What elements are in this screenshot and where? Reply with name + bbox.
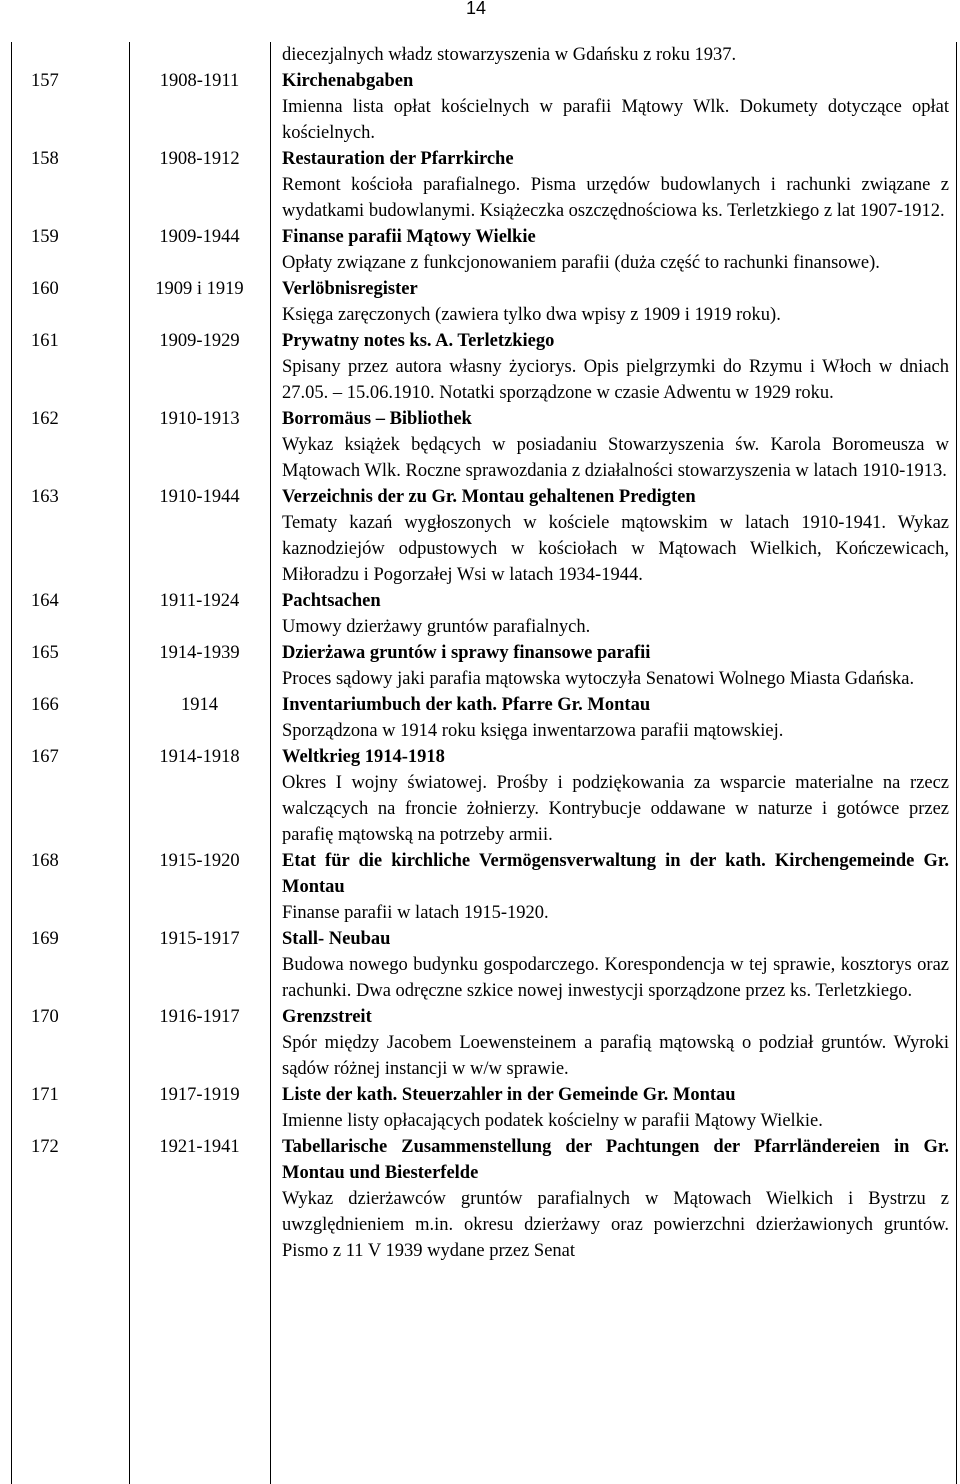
entry-description: Imienna lista opłat kościelnych w parafii Mątowy Wlk. Dokumety dotyczące opłat kościelnych.: [282, 97, 949, 143]
entry-title: Borromäus – Bibliothek: [282, 409, 472, 429]
entry-body: [282, 692, 949, 744]
entry-date-range: 1911-1924: [159, 591, 240, 611]
entry-description: Umowy dzierżawy gruntów parafialnych.: [282, 617, 591, 637]
table-row: [0, 406, 960, 484]
entry-title: Verzeichnis der zu Gr. Montau gehaltenen Predigten: [282, 487, 696, 507]
entry-body: [282, 484, 949, 588]
entry-title: Inventariumbuch der kath. Pfarre Gr. Montau: [282, 695, 651, 715]
entry-date-range: 1910-1944: [159, 487, 240, 507]
entry-title: Pachtsachen: [282, 591, 381, 611]
table-row: [0, 692, 960, 744]
entry-body: [282, 588, 949, 640]
table-row: [0, 146, 960, 224]
entry-number: 166: [31, 695, 59, 715]
entry-title: Finanse parafii Mątowy Wielkie: [282, 227, 536, 247]
entry-date-range: 1908-1911: [159, 71, 240, 91]
table-row: [0, 588, 960, 640]
entry-date-range: 1921-1941: [159, 1137, 240, 1157]
entry-date-range: 1917-1919: [159, 1085, 240, 1105]
entry-date-range: 1908-1912: [159, 149, 240, 169]
entry-description: Sporządzona w 1914 roku księga inwentarzowa parafii mątowskiej.: [282, 721, 784, 741]
continued-description: diecezjalnych władz stowarzyszenia w Gdańsku z roku 1937.: [282, 45, 737, 65]
entry-body: [282, 224, 949, 276]
entry-number: 163: [31, 487, 59, 507]
entry-title: Tabellarische Zusammenstellung der Pachtungen der Pfarrländereien in Gr. Montau und Biesterfelde: [282, 1137, 949, 1183]
entry-date-range: 1916-1917: [159, 1007, 240, 1027]
entry-description: Proces sądowy jaki parafia mątowska wytoczyła Senatowi Wolnego Miasta Gdańska.: [282, 669, 915, 689]
entry-number: 170: [31, 1007, 59, 1027]
entry-title: Liste der kath. Steuerzahler in der Gemeinde Gr. Montau: [282, 1085, 736, 1105]
entry-title: Grenzstreit: [282, 1007, 372, 1027]
entry-title: Dzierżawa gruntów i sprawy finansowe parafii: [282, 643, 651, 663]
entry-body: [282, 1134, 949, 1264]
entry-title: Etat für die kirchliche Vermögensverwaltung in der kath. Kirchengemeinde Gr. Montau: [282, 851, 949, 897]
entry-number: 157: [31, 71, 59, 91]
table-row: [0, 1082, 960, 1134]
entry-description: Księga zaręczonych (zawiera tylko dwa wpisy z 1909 i 1919 roku).: [282, 305, 781, 325]
entry-title: Prywatny notes ks. A. Terletzkiego: [282, 331, 555, 351]
entry-description: Remont kościoła parafialnego. Pisma urzędów budowlanych i rachunki związane z wydatkami budowlanymi. Książeczka oszczędnościowa ks. Terletzkiego z lat 1907-1912.: [282, 175, 949, 221]
entry-number: 159: [31, 227, 59, 247]
table-row: [0, 68, 960, 146]
entry-body: [282, 328, 949, 406]
entry-description: Spisany przez autora własny życiorys. Opis pielgrzymki do Rzymu i Włoch w dniach 27.05. – 15.06.1910. Notatki sporządzone w czasie Adwentu w 1929 roku.: [282, 357, 949, 403]
entry-number: 168: [31, 851, 59, 871]
entry-date-range: 1914-1918: [159, 747, 240, 767]
entry-body: [282, 926, 949, 1004]
entry-date-range: 1909 i 1919: [155, 279, 244, 299]
entry-number: 162: [31, 409, 59, 429]
entry-description: Tematy kazań wygłoszonych w kościele mątowskim w latach 1910-1941. Wykaz kaznodziejów odpustowych w kościołach w Mątowach Wielkich, Kończewicach, Miłoradzu i Pogorzałej Wsi w latach 1934-1944.: [282, 513, 949, 585]
entry-body: [282, 744, 949, 848]
entry-body: [282, 68, 949, 146]
entry-number: 165: [31, 643, 59, 663]
entry-description: Imienne listy opłacających podatek kościelny w parafii Mątowy Wielkie.: [282, 1111, 823, 1131]
entry-date-range: 1909-1944: [159, 227, 240, 247]
entry-body: [282, 848, 949, 926]
table-row: [0, 640, 960, 692]
entry-number: 171: [31, 1085, 59, 1105]
entry-number: 158: [31, 149, 59, 169]
entry-date-range: 1915-1917: [159, 929, 240, 949]
entry-number: 164: [31, 591, 59, 611]
entry-body: [282, 1082, 949, 1134]
entry-title: Restauration der Pfarrkirche: [282, 149, 514, 169]
entry-body: [282, 276, 949, 328]
page-number: 14: [466, 0, 487, 18]
table-row: [0, 744, 960, 848]
entry-title: Stall- Neubau: [282, 929, 391, 949]
entry-description: Opłaty związane z funkcjonowaniem parafii (duża część to rachunki finansowe).: [282, 253, 880, 273]
entry-body: [282, 146, 949, 224]
entry-description: Spór między Jacobem Loewensteinem a parafią mątowską o podział gruntów. Wyroki sądów różnej instancji w w/w sprawie.: [282, 1033, 949, 1079]
entry-number: 169: [31, 929, 59, 949]
table-row: [0, 276, 960, 328]
entry-title: Verlöbnisregister: [282, 279, 418, 299]
table-row: [0, 328, 960, 406]
entry-description: Wykaz książek będących w posiadaniu Stowarzyszenia św. Karola Boromeusza w Mątowach Wlk. Roczne sprawozdania z działalności stowarzyszenia w latach 1910-1913.: [282, 435, 949, 481]
entry-description: Finanse parafii w latach 1915-1920.: [282, 903, 549, 923]
entry-body: [282, 406, 949, 484]
entry-description: Wykaz dzierżawców gruntów parafialnych w Mątowach Wielkich i Bystrzu z uwzględnieniem m.in. okresu dzierżawy oraz powierzchni dzierżawionych gruntów. Pismo z 11 V 1939 wydane przez Senat: [282, 1189, 949, 1261]
entry-date-range: 1914-1939: [159, 643, 240, 663]
entry-number: 160: [31, 279, 59, 299]
entry-title: Weltkrieg 1914-1918: [282, 747, 445, 767]
entry-number: 167: [31, 747, 59, 767]
table-row: [0, 1134, 960, 1264]
entry-number: 172: [31, 1137, 59, 1157]
catalog-entries: [0, 68, 960, 1264]
table-row: [0, 848, 960, 926]
entry-body: [282, 640, 949, 692]
entry-date-range: 1915-1920: [159, 851, 240, 871]
entry-description: Budowa nowego budynku gospodarczego. Korespondencja w tej sprawie, kosztorys oraz rachunki. Dwa odręczne szkice nowej inwestycji sporządzone przez ks. Terletzkiego.: [282, 955, 949, 1001]
table-row: [0, 224, 960, 276]
entry-body: [282, 1004, 949, 1082]
table-row: [0, 926, 960, 1004]
entry-number: 161: [31, 331, 59, 351]
entry-date-range: 1909-1929: [159, 331, 240, 351]
table-row: [0, 1004, 960, 1082]
entry-date-range: 1910-1913: [159, 409, 240, 429]
entry-date-range: 1914: [181, 695, 218, 715]
entry-title: Kirchenabgaben: [282, 71, 414, 91]
table-row: [0, 484, 960, 588]
entry-description: Okres I wojny światowej. Prośby i podziękowania za wsparcie materialne na rzecz walczących na froncie żołnierzy. Kontrybucje oddawane w naturze i gotówce przez parafię mątowską na potrzeby armii.: [282, 773, 949, 845]
